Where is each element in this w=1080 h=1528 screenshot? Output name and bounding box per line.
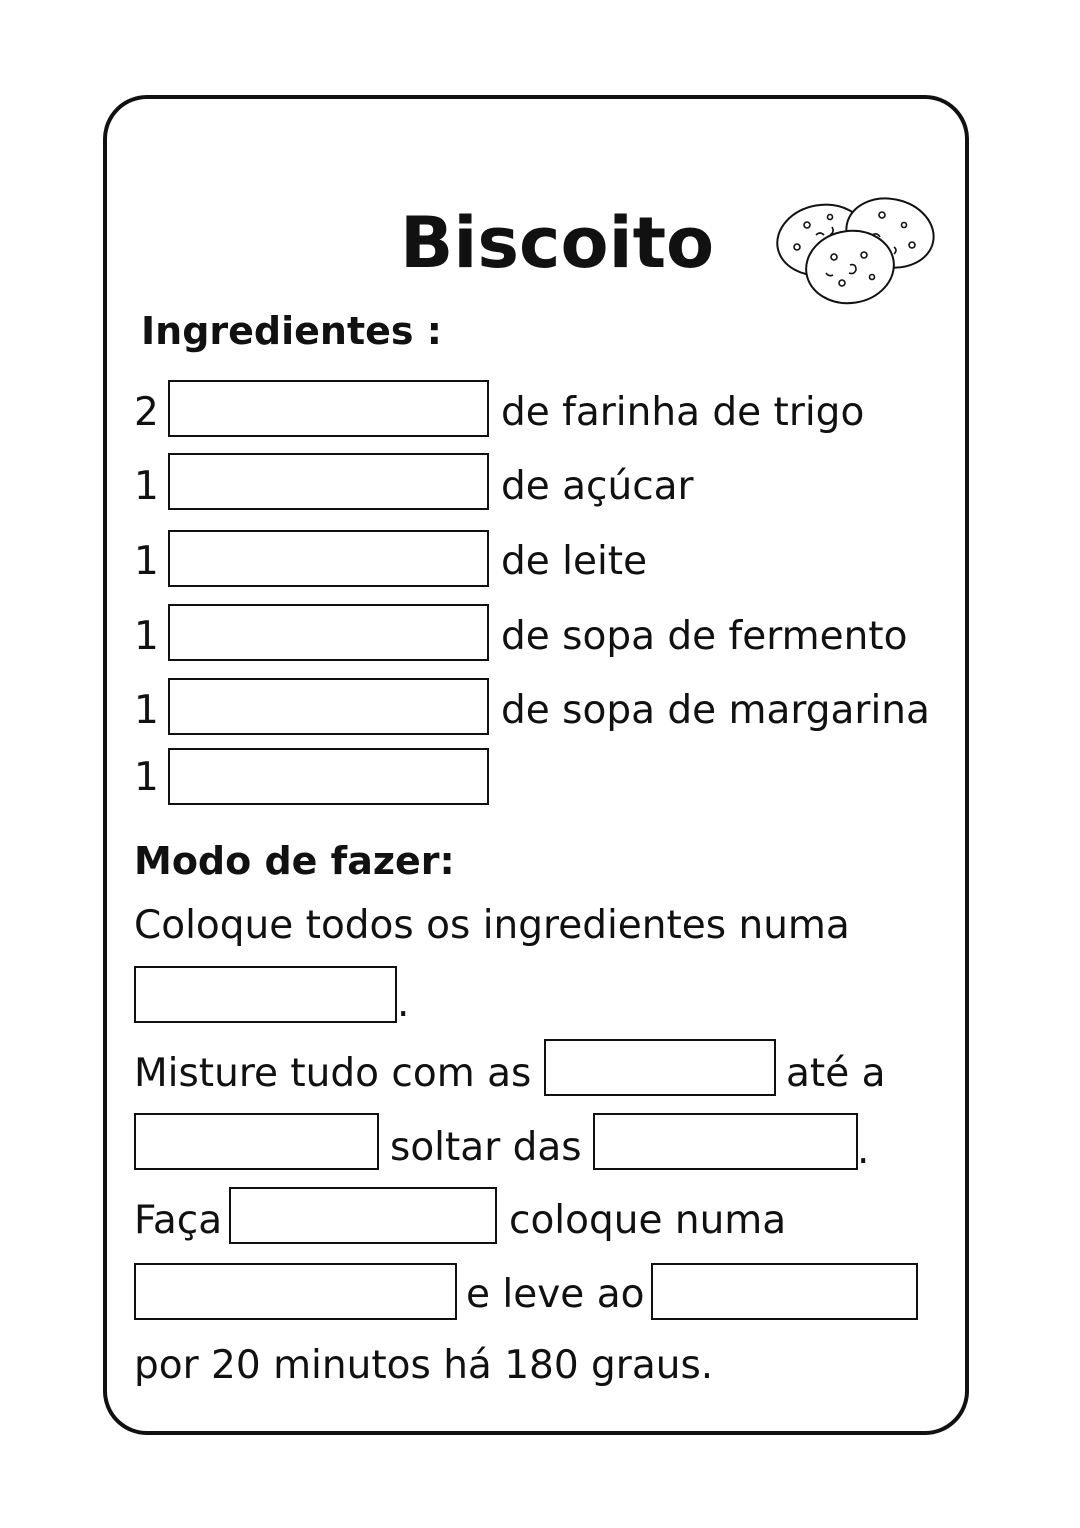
method-line-1: Coloque todos os ingredientes numa [134,903,850,948]
ingredient-blank[interactable] [168,453,489,510]
method-blank-utensil[interactable] [544,1039,776,1096]
method-blank-oven[interactable] [651,1263,918,1320]
ingredient-qty: 2 [134,390,159,435]
method-blank-tray[interactable] [134,1263,457,1320]
method-line-3: soltar das [390,1125,582,1170]
ingredient-blank[interactable] [168,530,489,587]
method-blank-hands[interactable] [593,1113,858,1170]
method-heading: Modo de fazer: [134,839,455,883]
ingredient-text: de sopa de margarina [501,688,930,733]
method-line-4-start: Faça [134,1198,223,1243]
ingredient-text: de farinha de trigo [501,390,865,435]
page-title: Biscoito [400,202,715,284]
ingredient-qty: 1 [134,614,159,659]
ingredient-blank[interactable] [168,380,489,437]
ingredient-text: de sopa de fermento [501,614,908,659]
method-line-2-start: Misture tudo com as [134,1051,532,1096]
ingredients-heading: Ingredientes : [141,309,442,353]
method-period: . [857,1128,870,1173]
ingredient-qty: 1 [134,464,159,509]
method-blank-shape[interactable] [229,1187,497,1244]
method-period: . [397,981,410,1026]
method-blank-container[interactable] [134,966,397,1023]
ingredient-qty: 1 [134,755,159,800]
method-line-4-end: coloque numa [509,1198,787,1243]
method-line-2-end: até a [786,1051,886,1096]
cookies-icon [772,195,942,315]
ingredient-text: de açúcar [501,464,694,509]
ingredient-qty: 1 [134,539,159,584]
method-line-6: por 20 minutos há 180 graus. [134,1343,714,1388]
ingredient-qty: 1 [134,688,159,733]
ingredient-blank[interactable] [168,604,489,661]
ingredient-text: de leite [501,539,648,584]
ingredient-blank[interactable] [168,748,489,805]
ingredient-blank[interactable] [168,678,489,735]
method-blank-dough[interactable] [134,1113,379,1170]
method-line-5: e leve ao [466,1272,645,1317]
